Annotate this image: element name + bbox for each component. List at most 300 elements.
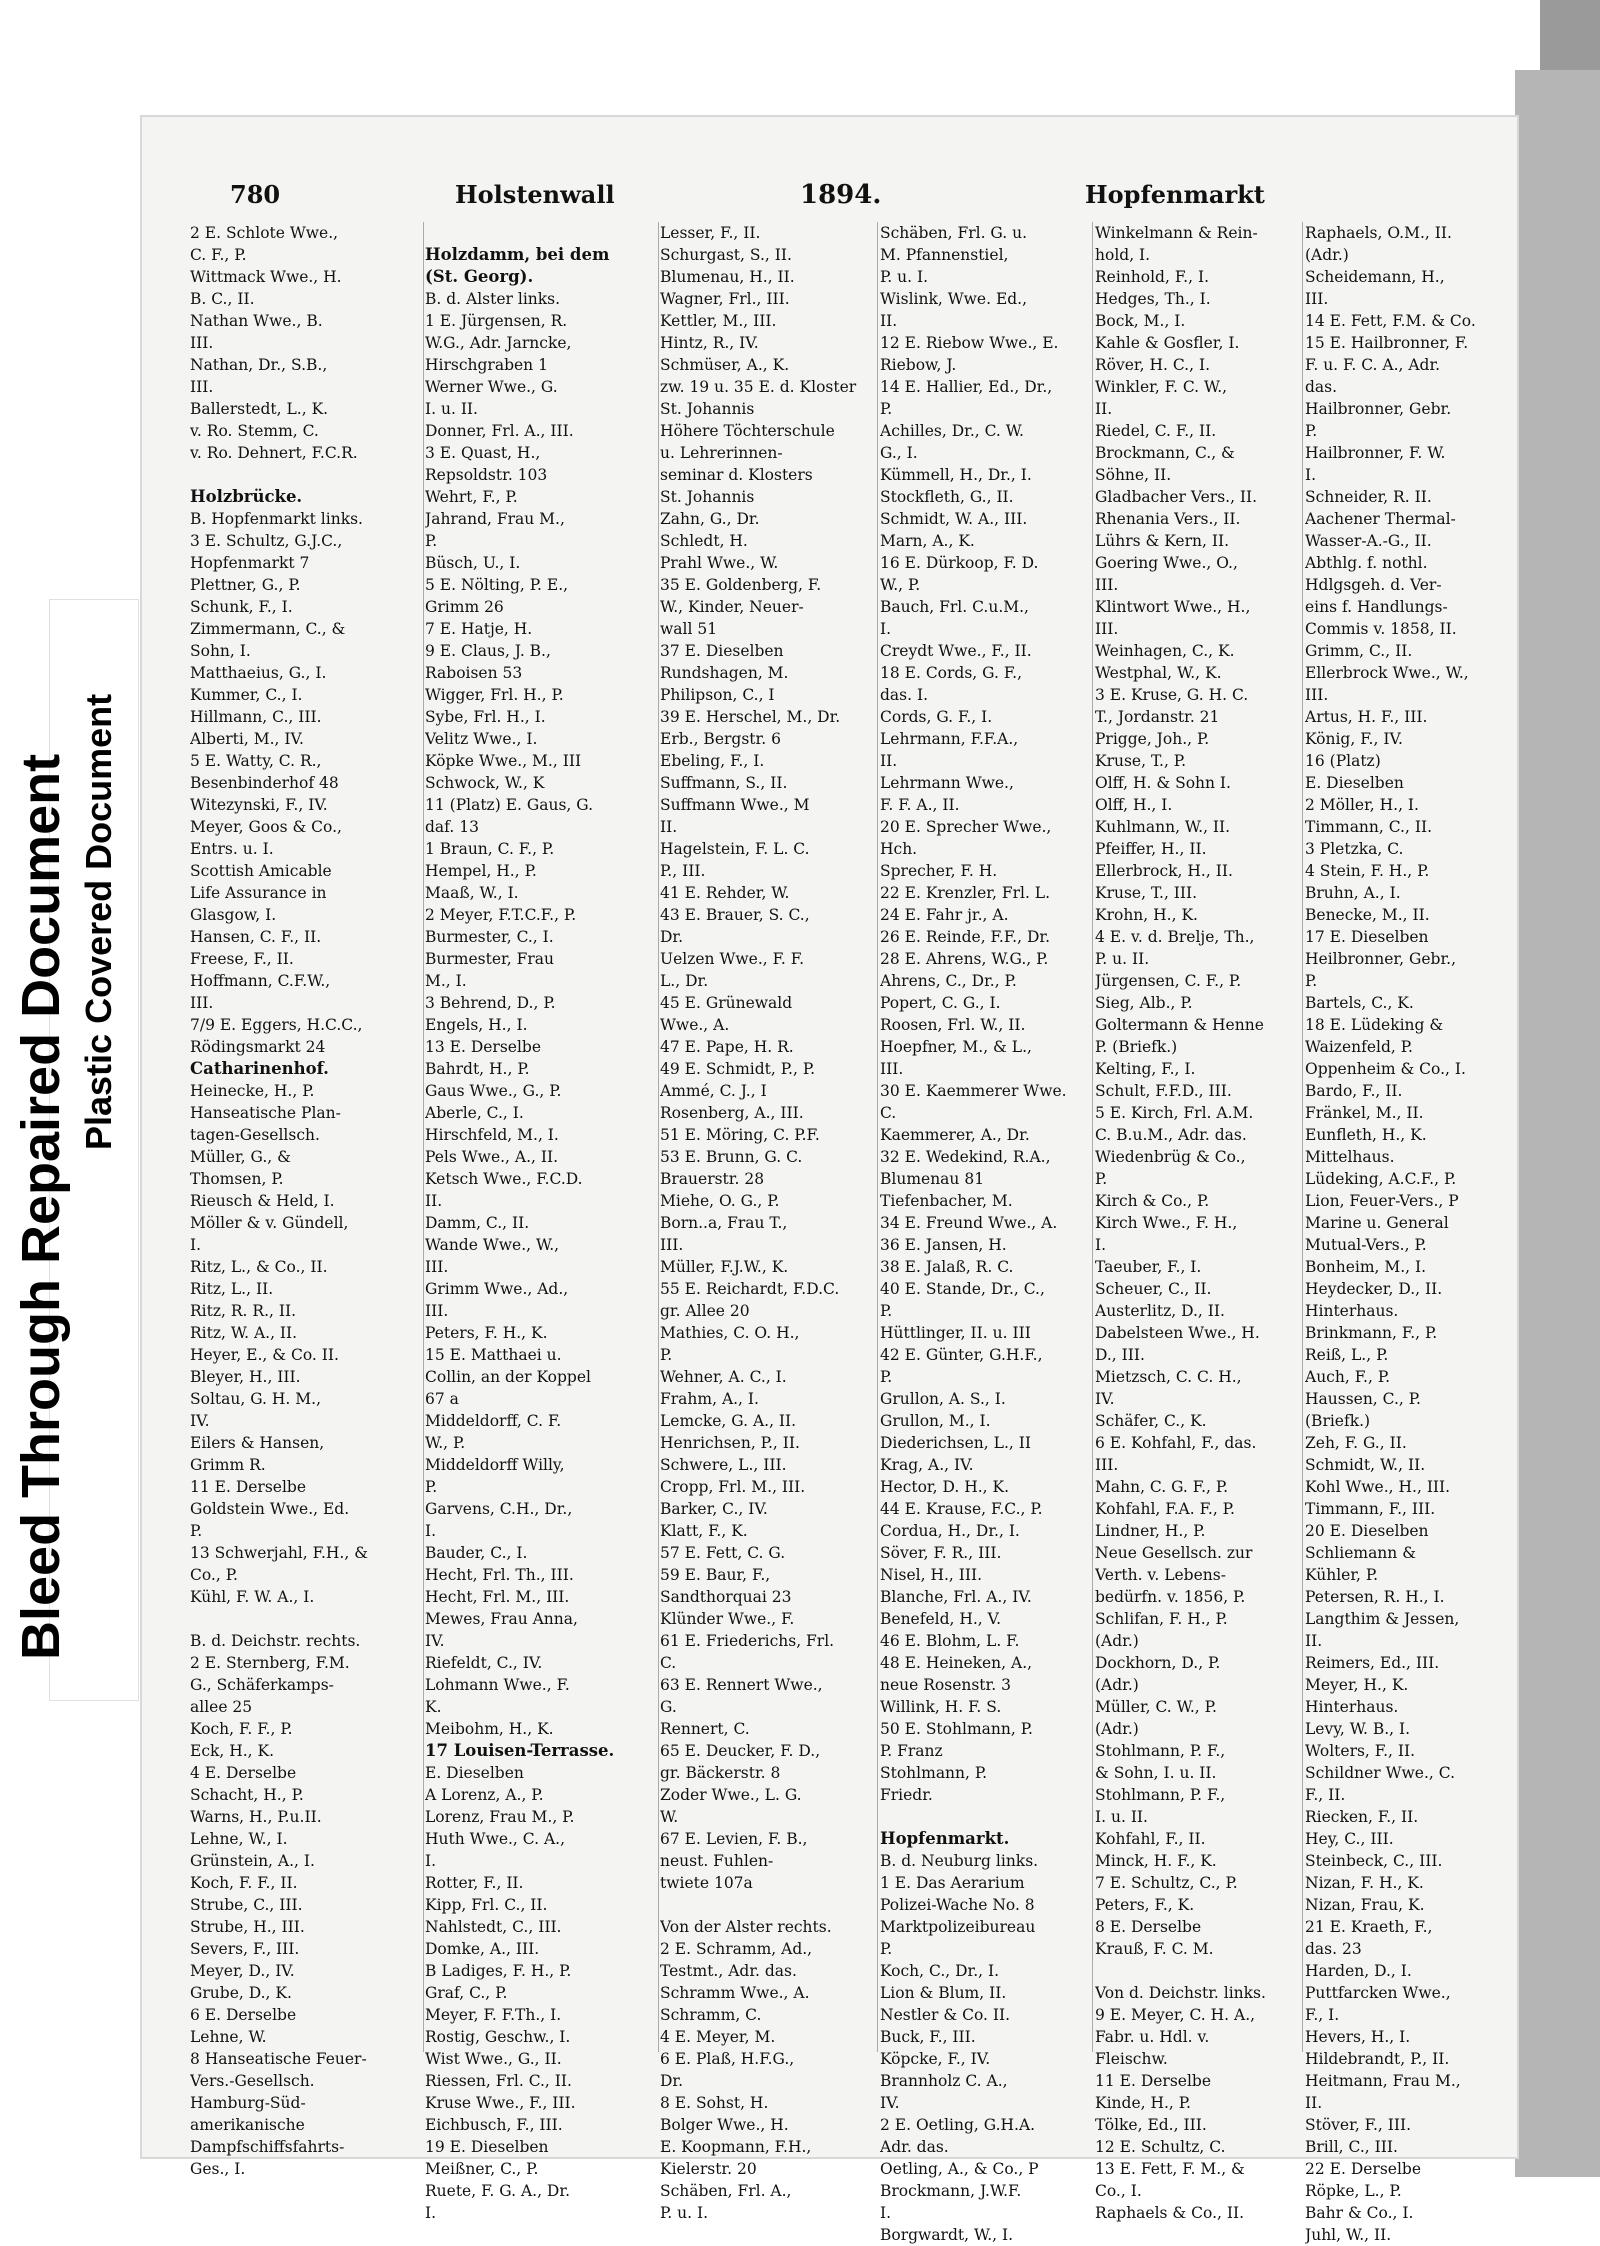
directory-entry-line: Ebeling, F., I. (660, 752, 765, 770)
directory-entry-line: 2 E. Schlote Wwe., (190, 224, 339, 242)
directory-entry-line: gr. Allee 20 (660, 1302, 750, 1320)
directory-entry-line: Popert, C. G., I. (880, 994, 1001, 1012)
directory-entry-line: Raboisen 53 (425, 664, 523, 682)
directory-entry-line: Commis v. 1858, II. (1305, 620, 1457, 638)
directory-entry-line (190, 464, 420, 486)
directory-entry-line: III. (425, 1258, 449, 1276)
directory-entry-line: 12 E. Schultz, C. (1095, 2138, 1226, 2156)
directory-entry-line: Benecke, M., II. (1305, 906, 1430, 924)
directory-entry-line: Bahrdt, H., P. (425, 1060, 530, 1078)
directory-entry-line: M. Pfannenstiel, (880, 246, 1009, 264)
directory-entry-line: 16 (Platz) (1305, 752, 1381, 770)
directory-entry-line: Entrs. u. I. (190, 840, 274, 858)
directory-entry-line: Zimmermann, C., & (190, 620, 346, 638)
directory-entry-line: III. (190, 378, 214, 396)
directory-entry-line: Ahrens, C., Dr., P. (880, 972, 1017, 990)
directory-entry-line: Rosenberg, A., III. (660, 1104, 804, 1122)
directory-entry-line: 7 E. Hatje, H. (425, 620, 533, 638)
directory-entry-line: Wist Wwe., G., II. (425, 2050, 562, 2068)
directory-entry-line: Hüttlinger, II. u. III (880, 1324, 1031, 1342)
directory-entry-line: G., I. (880, 444, 918, 462)
directory-entry-line: Blumenau 81 (880, 1170, 985, 1188)
directory-entry-line: Garvens, C.H., Dr., (425, 1500, 573, 1518)
directory-entry-line: Ritz, R. R., II. (190, 1302, 297, 1320)
directory-entry-line: Peters, F. H., K. (425, 1324, 548, 1342)
directory-entry-line: 3 Pletzka, C. (1305, 840, 1404, 858)
directory-entry-line: Erb., Bergstr. 6 (660, 730, 781, 748)
directory-entry-line: Koch, F. F., II. (190, 1874, 298, 1892)
directory-entry-line: 8 Hanseatische Feuer- (190, 2050, 367, 2068)
directory-entry-line: Olff, H. & Sohn I. (1095, 774, 1231, 792)
directory-entry-line: Kirch & Co., P. (1095, 1192, 1210, 1210)
directory-entry-line: 12 E. Riebow Wwe., E. (880, 334, 1059, 352)
directory-entry-line: Co., I. (1095, 2182, 1142, 2200)
directory-entry-line: 18 E. Lüdeking & (1305, 1016, 1444, 1034)
directory-entry-line: Sprecher, F. H. (880, 862, 998, 880)
directory-entry-line: W., P. (880, 576, 921, 594)
directory-entry-line: P. Franz (880, 1742, 943, 1760)
directory-entry-line: Co., P. (190, 1566, 238, 1584)
directory-entry-line: Auch, F., P. (1305, 1368, 1391, 1386)
directory-entry-line: Austerlitz, D., II. (1095, 1302, 1225, 1320)
directory-entry-line: 6 E. Kohfahl, F., das. (1095, 1434, 1257, 1452)
directory-entry-line: E. Dieselben (1305, 774, 1404, 792)
directory-entry-line: L., Dr. (660, 972, 709, 990)
directory-entry-line: I. (880, 2204, 892, 2222)
directory-entry-line: Bauch, Frl. C.u.M., (880, 598, 1029, 616)
directory-entry-line: Hailbronner, F. W. (1305, 444, 1446, 462)
directory-entry-line: Wiedenbrüg & Co., (1095, 1148, 1246, 1166)
directory-entry-line: Achilles, Dr., C. W. (880, 422, 1024, 440)
directory-entry-line: E. Koopmann, F.H., (660, 2138, 812, 2156)
directory-entry-line: Kohfahl, F.A. F., P. (1095, 1500, 1235, 1518)
directory-entry-line: Schramm Wwe., A. (660, 1984, 810, 2002)
directory-entry-line: 41 E. Rehder, W. (660, 884, 790, 902)
directory-entry-line: v. Ro. Dehnert, F.C.R. (190, 444, 358, 462)
directory-entry-line: 11 E. Derselbe (1095, 2072, 1212, 2090)
directory-entry-line: Hempel, H., P. (425, 862, 537, 880)
directory-entry-line: Nizan, F. H., K. (1305, 1874, 1424, 1892)
directory-entry-line: Schledt, H. (660, 532, 748, 550)
directory-entry-line: Cords, G. F., I. (880, 708, 993, 726)
directory-entry-line: Rieusch & Held, I. (190, 1192, 335, 1210)
directory-entry-line: Werner Wwe., G. (425, 378, 558, 396)
directory-entry-line: P. (190, 1522, 203, 1540)
directory-entry-line: twiete 107a (660, 1874, 753, 1892)
directory-entry-line: I. u. II. (425, 400, 478, 418)
directory-entry-line: das. (1305, 378, 1338, 396)
directory-entry-line: B. d. Neuburg links. (880, 1852, 1039, 1870)
directory-entry-line: Hopfenmarkt 7 (190, 554, 310, 572)
directory-entry-line: Lehrmann, F.F.A., (880, 730, 1019, 748)
directory-entry-line: IV. (1095, 1390, 1115, 1408)
directory-entry-line: 14 E. Fett, F.M. & Co. (1305, 312, 1476, 330)
directory-entry-line: Langthim & Jessen, (1305, 1610, 1460, 1628)
directory-entry-line: Winkelmann & Rein- (1095, 224, 1258, 242)
directory-entry-line: Hinterhaus. (1305, 1302, 1399, 1320)
directory-entry-line: Ges., I. (190, 2160, 246, 2178)
directory-entry-line: neue Rosenstr. 3 (880, 1676, 1011, 1694)
directory-entry-line: 1 E. Jürgensen, R. (425, 312, 568, 330)
directory-entry-line: Kruse, T., III. (1095, 884, 1198, 902)
directory-entry-line: Meißner, C., P. (425, 2160, 539, 2178)
directory-entry-line: Schmidt, W. A., III. (880, 510, 1028, 528)
directory-entry-line: III. (1095, 620, 1119, 638)
directory-entry-line: Scheuer, C., II. (1095, 1280, 1212, 1298)
directory-entry-line: Bonheim, M., I. (1305, 1258, 1427, 1276)
directory-entry-line: Riefeldt, C., IV. (425, 1654, 543, 1672)
directory-entry-line: tagen-Gesellsch. (190, 1126, 320, 1144)
directory-entry-line: Verth. v. Lebens- (1095, 1566, 1226, 1584)
directory-entry-line: Schurgast, S., II. (660, 246, 792, 264)
directory-entry-line: Grullon, M., I. (880, 1412, 991, 1430)
directory-entry-line: 3 E. Quast, H., (425, 444, 541, 462)
directory-entry-line: Kruse Wwe., F., III. (425, 2094, 576, 2112)
directory-entry-line: Riebow, J. (880, 356, 957, 374)
directory-entry-line: Kummer, C., I. (190, 686, 303, 704)
directory-entry-line: Röpke, L., P. (1305, 2182, 1402, 2200)
directory-entry-line: II. (1305, 1632, 1323, 1650)
directory-entry-line: II. (880, 312, 898, 330)
directory-entry-line: Zoder Wwe., L. G. (660, 1786, 802, 1804)
directory-entry-line: P. (425, 532, 438, 550)
directory-column-3 (660, 222, 875, 2224)
directory-entry-line: Westphal, W., K. (1095, 664, 1222, 682)
directory-entry-line: Schunk, F., I. (190, 598, 293, 616)
directory-entry-line: 46 E. Blohm, L. F. (880, 1632, 1020, 1650)
directory-entry-line: Stockfleth, G., II. (880, 488, 1014, 506)
directory-entry-line: I. (880, 620, 892, 638)
directory-entry-line: 3 Behrend, D., P. (425, 994, 556, 1012)
directory-entry-line: Strube, H., III. (190, 1918, 305, 1936)
directory-entry-line: Hevers, H., I. (1305, 2028, 1411, 2046)
directory-entry-line: B. Hopfenmarkt links. (190, 510, 363, 528)
directory-entry-line: IV. (425, 1632, 445, 1650)
directory-entry-line: St. Johannis (660, 400, 755, 418)
directory-entry-line: (Adr.) (1095, 1632, 1139, 1650)
directory-entry-line: T., Jordanstr. 21 (1095, 708, 1220, 726)
directory-entry-line: 1 Braun, C. F., P. (425, 840, 555, 858)
directory-entry-line: 2 E. Oetling, G.H.A. (880, 2116, 1036, 2134)
directory-entry-line: Krauß, F. C. M. (1095, 1940, 1214, 1958)
directory-entry-line: Heydecker, D., II. (1305, 1280, 1443, 1298)
directory-entry-line: Collin, an der Koppel (425, 1368, 591, 1386)
directory-entry-line: Bolger Wwe., H. (660, 2116, 789, 2134)
directory-entry-line: Grullon, A. S., I. (880, 1390, 1006, 1408)
directory-entry-line: Nathan Wwe., B. (190, 312, 323, 330)
directory-entry-line: II. (425, 1192, 443, 1210)
directory-entry-line: Ellerbrock, H., II. (1095, 862, 1233, 880)
directory-entry-line: Goldstein Wwe., Ed. (190, 1500, 350, 1518)
directory-entry-line: Ruete, F. G. A., Dr. (425, 2182, 570, 2200)
directory-entry-line: Heyer, E., & Co. II. (190, 1346, 339, 1364)
directory-entry-line: Eck, H., K. (190, 1742, 275, 1760)
directory-entry-line: Holzbrücke. (190, 487, 303, 506)
directory-entry-line: Hamburg-Süd- (190, 2094, 306, 2112)
directory-entry-line: Lohmann Wwe., F. (425, 1676, 570, 1694)
directory-entry-line: W., Kinder, Neuer- (660, 598, 804, 616)
directory-entry-line: Abthlg. f. nothl. (1305, 554, 1428, 572)
directory-entry-line: Stohlmann, P. F., (1095, 1742, 1226, 1760)
directory-entry-line: Riessen, Frl. C., II. (425, 2072, 572, 2090)
directory-entry-line: Severs, F., III. (190, 1940, 300, 1958)
directory-entry-line: Mahn, C. G. F., P. (1095, 1478, 1229, 1496)
directory-entry-line: 3 E. Schultz, G.J.C., (190, 532, 343, 550)
directory-entry-line: I. (1305, 466, 1317, 484)
directory-entry-line: Wigger, Frl. H., P. (425, 686, 564, 704)
directory-entry-line: Wehner, A. C., I. (660, 1368, 787, 1386)
directory-entry-line: Sandthorquai 23 (660, 1588, 792, 1606)
directory-entry-line: 55 E. Reichardt, F.D.C. (660, 1280, 840, 1298)
directory-entry-line: Dockhorn, D., P. (1095, 1654, 1221, 1672)
directory-entry-line: 4 E. Derselbe (190, 1764, 297, 1782)
directory-entry-line: Heitmann, Frau M., (1305, 2072, 1461, 2090)
directory-entry-line: Wasser-A.-G., II. (1305, 532, 1432, 550)
directory-entry-line (880, 1806, 1090, 1828)
directory-entry-line: 30 E. Kaemmerer Wwe. (880, 1082, 1067, 1100)
directory-entry-line: Uelzen Wwe., F. F. (660, 950, 805, 968)
directory-entry-line: Waizenfeld, P. (1305, 1038, 1413, 1056)
directory-entry-line: G. (660, 1698, 677, 1716)
directory-entry-line: Fleischw. (1095, 2050, 1168, 2068)
directory-entry-line: II. (1305, 2094, 1323, 2112)
directory-entry-line: Brill, C., III. (1305, 2138, 1398, 2156)
directory-entry-line: Hey, C., III. (1305, 1830, 1394, 1848)
directory-entry-line: Levy, W. B., I. (1305, 1720, 1411, 1738)
left-street-title: Holstenwall (455, 180, 615, 209)
directory-entry-line: Söhne, II. (1095, 466, 1172, 484)
page-edge (1515, 70, 1600, 2177)
directory-entry-line: u. Lehrerinnen- (660, 444, 783, 462)
directory-entry-line: Ritz, L., II. (190, 1280, 274, 1298)
directory-entry-line: Brockmann, C., & (1095, 444, 1235, 462)
directory-entry-line: 37 E. Dieselben (660, 642, 784, 660)
directory-entry-line: C. F., P. (190, 246, 247, 264)
directory-entry-line: 4 E. v. d. Brelje, Th., (1095, 928, 1255, 946)
directory-entry-line: 47 E. Pape, H. R. (660, 1038, 794, 1056)
directory-entry-line: 20 E. Sprecher Wwe., (880, 818, 1052, 836)
directory-entry-line: Warns, H., P.u.II. (190, 1808, 322, 1826)
directory-entry-line: Möller & v. Gündell, (190, 1214, 349, 1232)
directory-entry-line: Lesser, F., II. (660, 224, 761, 242)
directory-entry-line: Reiß, L., P. (1305, 1346, 1389, 1364)
directory-entry-line: 53 E. Brunn, G. C. (660, 1148, 803, 1166)
directory-entry-line: Hildebrandt, P., II. (1305, 2050, 1450, 2068)
directory-entry-line: Velitz Wwe., I. (425, 730, 538, 748)
directory-entry-line: Prahl Wwe., W. (660, 554, 779, 572)
directory-entry-line: amerikanische (190, 2116, 305, 2134)
directory-entry-line: Nahlstedt, C., III. (425, 1918, 562, 1936)
directory-entry-line: Lion & Blum, II. (880, 1984, 1007, 2002)
directory-entry-line: Cordua, H., Dr., I. (880, 1522, 1020, 1540)
directory-entry-line: Bahr & Co., I. (1305, 2204, 1414, 2222)
directory-entry-line: Hector, D. H., K. (880, 1478, 1010, 1496)
directory-entry-line: Wislink, Wwe. Ed., (880, 290, 1028, 308)
directory-entry-line: Catharinenhof. (190, 1059, 329, 1078)
bleed-through-label: Bleed Through Repaired Document (11, 753, 71, 1660)
directory-entry-line: Mutual-Vers., P. (1305, 1236, 1427, 1254)
directory-entry-line: P. u. II. (1095, 950, 1150, 968)
directory-entry-line: Hinterhaus. (1305, 1698, 1399, 1716)
directory-entry-line: Bauder, C., I. (425, 1544, 528, 1562)
directory-entry-line: Koch, C., Dr., I. (880, 1962, 1000, 1980)
directory-entry-line: Kümmell, H., Dr., I. (880, 466, 1032, 484)
page-number: 780 (230, 180, 281, 209)
directory-entry-line: Meyer, Goos & Co., (190, 818, 342, 836)
directory-entry-line: Klünder Wwe., F. (660, 1610, 795, 1628)
directory-entry-line: Klintwort Wwe., H., (1095, 598, 1251, 616)
directory-entry-line: Hillmann, C., III. (190, 708, 322, 726)
directory-entry-line (190, 1608, 420, 1630)
directory-entry-line: 7 E. Schultz, C., P. (1095, 1874, 1238, 1892)
directory-entry-line: Lorenz, Frau M., P. (425, 1808, 575, 1826)
directory-entry-line: A Lorenz, A., P. (425, 1786, 544, 1804)
directory-entry-line: Peters, F., K. (1095, 1896, 1195, 1914)
year-title: 1894. (800, 180, 882, 210)
directory-entry-line: Strube, C., III. (190, 1896, 303, 1914)
directory-entry-line: das. 23 (1305, 1940, 1362, 1958)
directory-column-6 (1305, 222, 1515, 2246)
directory-entry-line: Nizan, Frau, K. (1305, 1896, 1425, 1914)
directory-entry-line: gr. Bäckerstr. 8 (660, 1764, 781, 1782)
directory-entry-line: Raphaels, O.M., II. (1305, 224, 1452, 242)
directory-entry-line: Meibohm, H., K. (425, 1720, 554, 1738)
directory-entry-line: & Sohn, I. u. II. (1095, 1764, 1217, 1782)
directory-entry-line: Dr. (660, 928, 684, 946)
directory-entry-line: P. (880, 1368, 893, 1386)
directory-entry-line: 22 E. Derselbe (1305, 2160, 1422, 2178)
right-street-title: Hopfenmarkt (1085, 180, 1265, 209)
directory-entry-line: Rundshagen, M. (660, 664, 789, 682)
directory-entry-line: Ritz, W. A., II. (190, 1324, 298, 1342)
directory-entry-line: Henrichsen, P., II. (660, 1434, 800, 1452)
directory-entry-line: Buck, F., III. (880, 2028, 976, 2046)
directory-entry-line: (Adr.) (1095, 1720, 1139, 1738)
directory-entry-line: Ballerstedt, L., K. (190, 400, 329, 418)
directory-entry-line: Suffmann Wwe., M (660, 796, 810, 814)
directory-entry-line: das. I. (880, 686, 929, 704)
directory-entry-line: Söver, F. R., III. (880, 1544, 1002, 1562)
directory-entry-line: Hanseatische Plan- (190, 1104, 341, 1122)
directory-entry-line: Tölke, Ed., III. (1095, 2116, 1207, 2134)
directory-column-5 (1095, 222, 1305, 2224)
directory-entry-line: 40 E. Stande, Dr., C., (880, 1280, 1045, 1298)
directory-entry-line: P. (1095, 1170, 1108, 1188)
directory-entry-line: 32 E. Wedekind, R.A., (880, 1148, 1051, 1166)
directory-entry-line: Kühler, P. (1305, 1566, 1379, 1584)
directory-entry-line: Brockmann, J.W.F. (880, 2182, 1022, 2200)
directory-entry-line: Müller, G., & (190, 1148, 291, 1166)
directory-entry-line: 45 E. Grünewald (660, 994, 793, 1012)
directory-entry-line: III. (660, 1236, 684, 1254)
directory-entry-line: Damm, C., II. (425, 1214, 530, 1232)
directory-entry-line: P. (1305, 422, 1318, 440)
directory-entry-line: 8 E. Sohst, H. (660, 2094, 769, 2112)
directory-entry-line: I. (1095, 1236, 1107, 1254)
directory-entry-line: Zeh, F. G., II. (1305, 1434, 1407, 1452)
directory-entry-line: Wehrt, F., P. (425, 488, 518, 506)
directory-entry-line: Hintz, R., IV. (660, 334, 759, 352)
directory-entry-line: Glasgow, I. (190, 906, 277, 924)
directory-entry-line: 4 Stein, F. H., P. (1305, 862, 1430, 880)
directory-entry-line: Hch. (880, 840, 918, 858)
directory-entry-line: Eichbusch, F., III. (425, 2116, 563, 2134)
plastic-covered-label: Plastic Covered Document (78, 693, 119, 1150)
directory-entry-line: Nestler & Co. II. (880, 2006, 1011, 2024)
directory-entry-line: 61 E. Friederichs, Frl. (660, 1632, 835, 1650)
directory-entry-line: 15 E. Matthaei u. (425, 1346, 562, 1364)
directory-entry-line: Dabelsteen Wwe., H. (1095, 1324, 1260, 1342)
directory-entry-line: E. Dieselben (425, 1764, 524, 1782)
directory-entry-line: Hopfenmarkt. (880, 1829, 1010, 1848)
directory-entry-line: Krohn, H., K. (1095, 906, 1198, 924)
directory-entry-line: Riedel, C. F., II. (1095, 422, 1217, 440)
directory-entry-line: 36 E. Jansen, H. (880, 1236, 1007, 1254)
directory-entry-line: III. (1095, 576, 1119, 594)
directory-entry-line: Kahle & Gosfler, I. (1095, 334, 1240, 352)
directory-entry-line: Hoepfner, M., & L., (880, 1038, 1032, 1056)
directory-entry-line: Kettler, M., III. (660, 312, 777, 330)
directory-entry-line: Röver, H. C., I. (1095, 356, 1211, 374)
directory-entry-line: P. (880, 1940, 893, 1958)
directory-entry-line: Lehne, W. (190, 2028, 267, 2046)
directory-entry-line: I. (425, 2204, 437, 2222)
directory-entry-line: F., II. (1305, 1786, 1346, 1804)
directory-entry-line: C. (880, 1104, 897, 1122)
directory-entry-line: Dampfschiffsfahrts- (190, 2138, 345, 2156)
directory-entry-line: 67 a (425, 1390, 459, 1408)
directory-entry-line: 43 E. Brauer, S. C., (660, 906, 810, 924)
directory-entry-line: Kuhlmann, W., II. (1095, 818, 1231, 836)
directory-entry-line: M., I. (425, 972, 467, 990)
directory-entry-line: D., III. (1095, 1346, 1145, 1364)
directory-entry-line: P. u. I. (660, 2204, 709, 2222)
directory-entry-line: Köpke Wwe., M., III (425, 752, 582, 770)
directory-entry-line: 65 E. Deucker, F. D., (660, 1742, 821, 1760)
directory-entry-line: Suffmann, S., II. (660, 774, 788, 792)
directory-entry-line: Miehe, O. G., P. (660, 1192, 780, 1210)
directory-entry-line: Bleyer, H., III. (190, 1368, 301, 1386)
directory-entry-line: Taeuber, F., I. (1095, 1258, 1202, 1276)
directory-entry-line: Rostig, Geschw., I. (425, 2028, 571, 2046)
directory-entry-line: Ammé, C. J., I (660, 1082, 767, 1100)
directory-entry-line: Koch, F. F., P. (190, 1720, 293, 1738)
directory-entry-line: 20 E. Dieselben (1305, 1522, 1429, 1540)
directory-entry-line: Krag, A., IV. (880, 1456, 974, 1474)
directory-entry-line: Wagner, Frl., III. (660, 290, 790, 308)
directory-entry-line: Schliemann & (1305, 1544, 1416, 1562)
directory-entry-line: Diederichsen, L., II (880, 1434, 1031, 1452)
directory-entry-line: Bardo, F., II. (1305, 1082, 1403, 1100)
directory-entry-line: Kirch Wwe., F. H., (1095, 1214, 1238, 1232)
directory-entry-line: Rennert, C. (660, 1720, 750, 1738)
directory-entry-line: P. u. I. (880, 268, 929, 286)
directory-entry-line: Burmester, Frau (425, 950, 554, 968)
directory-entry-line: W.G., Adr. Jarncke, (425, 334, 572, 352)
directory-entry-line: Rödingsmarkt 24 (190, 1038, 326, 1056)
directory-entry-line: seminar d. Klosters (660, 466, 813, 484)
directory-entry-line: C. B.u.M., Adr. das. (1095, 1126, 1247, 1144)
directory-entry-line: 38 E. Jalaß, R. C. (880, 1258, 1014, 1276)
directory-entry-line: Tiefenbacher, M. (880, 1192, 1013, 1210)
directory-entry-line: III. (1305, 686, 1329, 704)
directory-entry-line: Gaus Wwe., G., P. (425, 1082, 562, 1100)
directory-entry-line: Fränkel, M., II. (1305, 1104, 1424, 1122)
directory-entry-line: II. (660, 818, 678, 836)
directory-entry-line: P. (1305, 972, 1318, 990)
directory-entry-line: Schmidt, W., II. (1305, 1456, 1426, 1474)
directory-entry-line: 9 E. Claus, J. B., (425, 642, 551, 660)
